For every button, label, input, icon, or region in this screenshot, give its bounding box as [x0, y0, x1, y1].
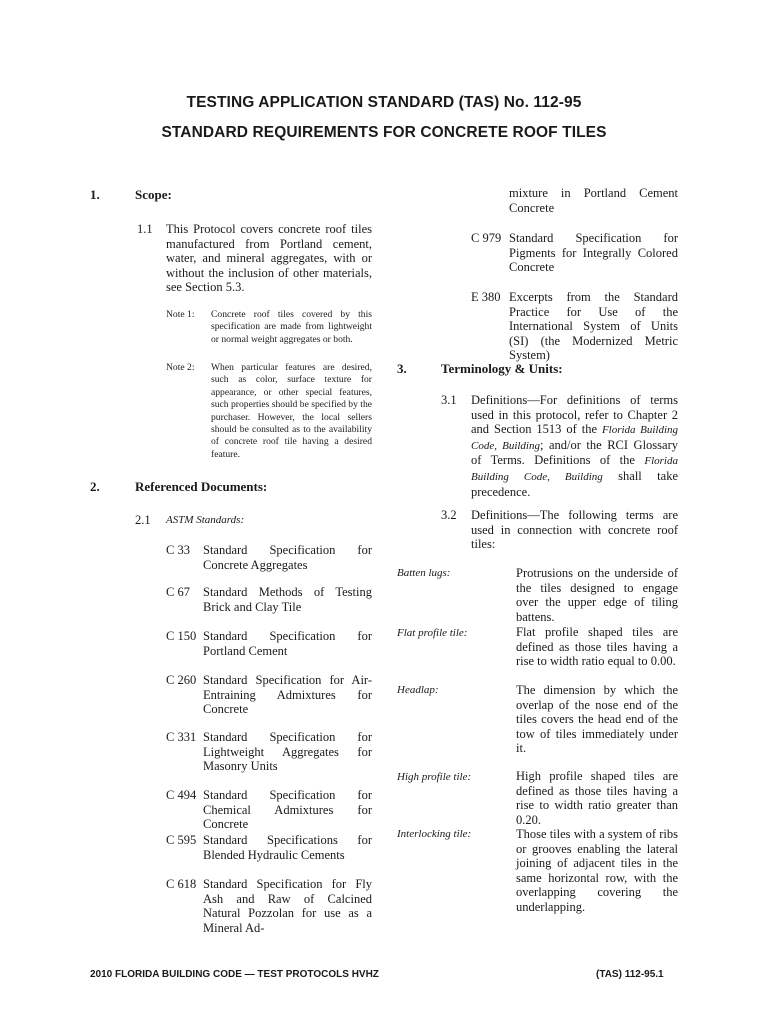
note-2-text: When particular features are desired, such as color, surface texture for appearance, or other special features, such properties should be specified by the purchaser. However, the local sellers should be consulted as to the availability of concrete roof tile having a desired feature. [211, 362, 372, 460]
astm-code: C 618 [166, 877, 197, 891]
astm-title: Standard Specification for Pigments for Integrally Colored Concrete [509, 231, 678, 275]
document-subtitle: STANDARD REQUIREMENTS FOR CONCRETE ROOF TILES [161, 124, 607, 141]
astm-title: Standard Specification for Lightweight Aggregates for Masonry Units [203, 730, 372, 774]
term-label: Batten lugs: [397, 567, 451, 579]
astm-title: Standard Specification for Concrete Aggregates [203, 543, 372, 572]
section-2-title: Referenced Documents: [135, 479, 268, 494]
footer-left: 2010 FLORIDA BUILDING CODE — TEST PROTOCOLS HVHZ [90, 969, 379, 980]
term-label: Flat profile tile: [397, 627, 468, 639]
astm-title-c618-part2: mixture in Portland Cement Concrete [509, 186, 678, 215]
astm-code: C 979 [471, 231, 502, 245]
term-label: Interlocking tile: [397, 828, 472, 840]
document-title: TESTING APPLICATION STANDARD (TAS) No. 112-95 [186, 94, 582, 111]
astm-code: C 33 [166, 543, 190, 557]
clause-3-1-text: Definitions—For definitions of terms used in this protocol, refer to Chapter 2 and Section 1513 of the Florida Building Code, Building; and/or the RCI Glossary of Terms. Definitions of the Florida Building Code, Building shall take precedence. [471, 393, 679, 499]
section-2-number: 2. [90, 479, 100, 494]
clause-1-1-number: 1.1 [137, 222, 153, 236]
astm-code: C 331 [166, 730, 197, 744]
astm-title: Standard Specification for Portland Cement [203, 629, 372, 658]
astm-title: Excerpts from the Standard Practice for Use of the International System of Units (SI) (the Modernized Metric System) [509, 290, 678, 363]
astm-title: Standard Methods of Testing Brick and Clay Tile [203, 585, 372, 614]
astm-code: C 494 [166, 788, 197, 802]
section-1-number: 1. [90, 187, 100, 202]
astm-title: Standard Specification for Air-Entraining Admixtures for Concrete [203, 673, 372, 717]
clause-2-1-title: ASTM Standards: [166, 514, 245, 526]
astm-title: Standard Specification for Chemical Admixtures for Concrete [203, 788, 372, 832]
note-1-label: Note 1: [166, 309, 195, 320]
clause-3-2-number: 3.2 [441, 508, 457, 522]
term-label: High profile tile: [397, 771, 472, 783]
footer-right-page-number: (TAS) 112-95.1 [596, 969, 664, 980]
note-2-label: Note 2: [166, 362, 195, 373]
astm-code: C 67 [166, 585, 190, 599]
clause-2-1-number: 2.1 [135, 513, 151, 527]
term-definition: Protrusions on the underside of the tiles designed to engage over the upper edge of tiling battens. [516, 566, 678, 624]
astm-title-c618-part1: Standard Specification for Fly Ash and Raw of Calcined Natural Pozzolan for use as a Mineral Ad- [203, 877, 372, 935]
term-definition: Flat profile shaped tiles are defined as those tiles having a rise to width ratio equal to 0.00. [516, 625, 678, 669]
astm-code: E 380 [471, 290, 501, 304]
term-definition: Those tiles with a system of ribs or grooves enabling the lateral joining of adjacent tiles in the same horizontal row, with the overlapping covering the underlapping. [516, 827, 678, 914]
term-label: Headlap: [397, 684, 439, 696]
clause-3-2-text: Definitions—The following terms are used in connection with concrete roof tiles: [471, 508, 678, 552]
astm-title: Standard Specifications for Blended Hydraulic Cements [203, 833, 372, 862]
section-3-number: 3. [397, 361, 407, 376]
astm-code: C 260 [166, 673, 197, 687]
section-3-title: Terminology & Units: [441, 361, 563, 376]
section-1-title: Scope: [135, 187, 172, 202]
clause-1-1-text: This Protocol covers concrete roof tiles manufactured from Portland cement, water, and mineral aggregates, with or without the inclusion of other materials, see Section 5.3. [166, 222, 372, 295]
astm-code: C 595 [166, 833, 197, 847]
term-definition: The dimension by which the overlap of the nose end of the tiles covers the head end of the tow of tiles immediately under it. [516, 683, 678, 756]
clause-3-1-number: 3.1 [441, 393, 457, 407]
note-1-text: Concrete roof tiles covered by this specification are made from lightweight or normal weight aggregates or both. [211, 309, 372, 345]
astm-code: C 150 [166, 629, 197, 643]
term-definition: High profile shaped tiles are defined as those tiles having a rise to width ratio greater than 0.20. [516, 769, 678, 827]
